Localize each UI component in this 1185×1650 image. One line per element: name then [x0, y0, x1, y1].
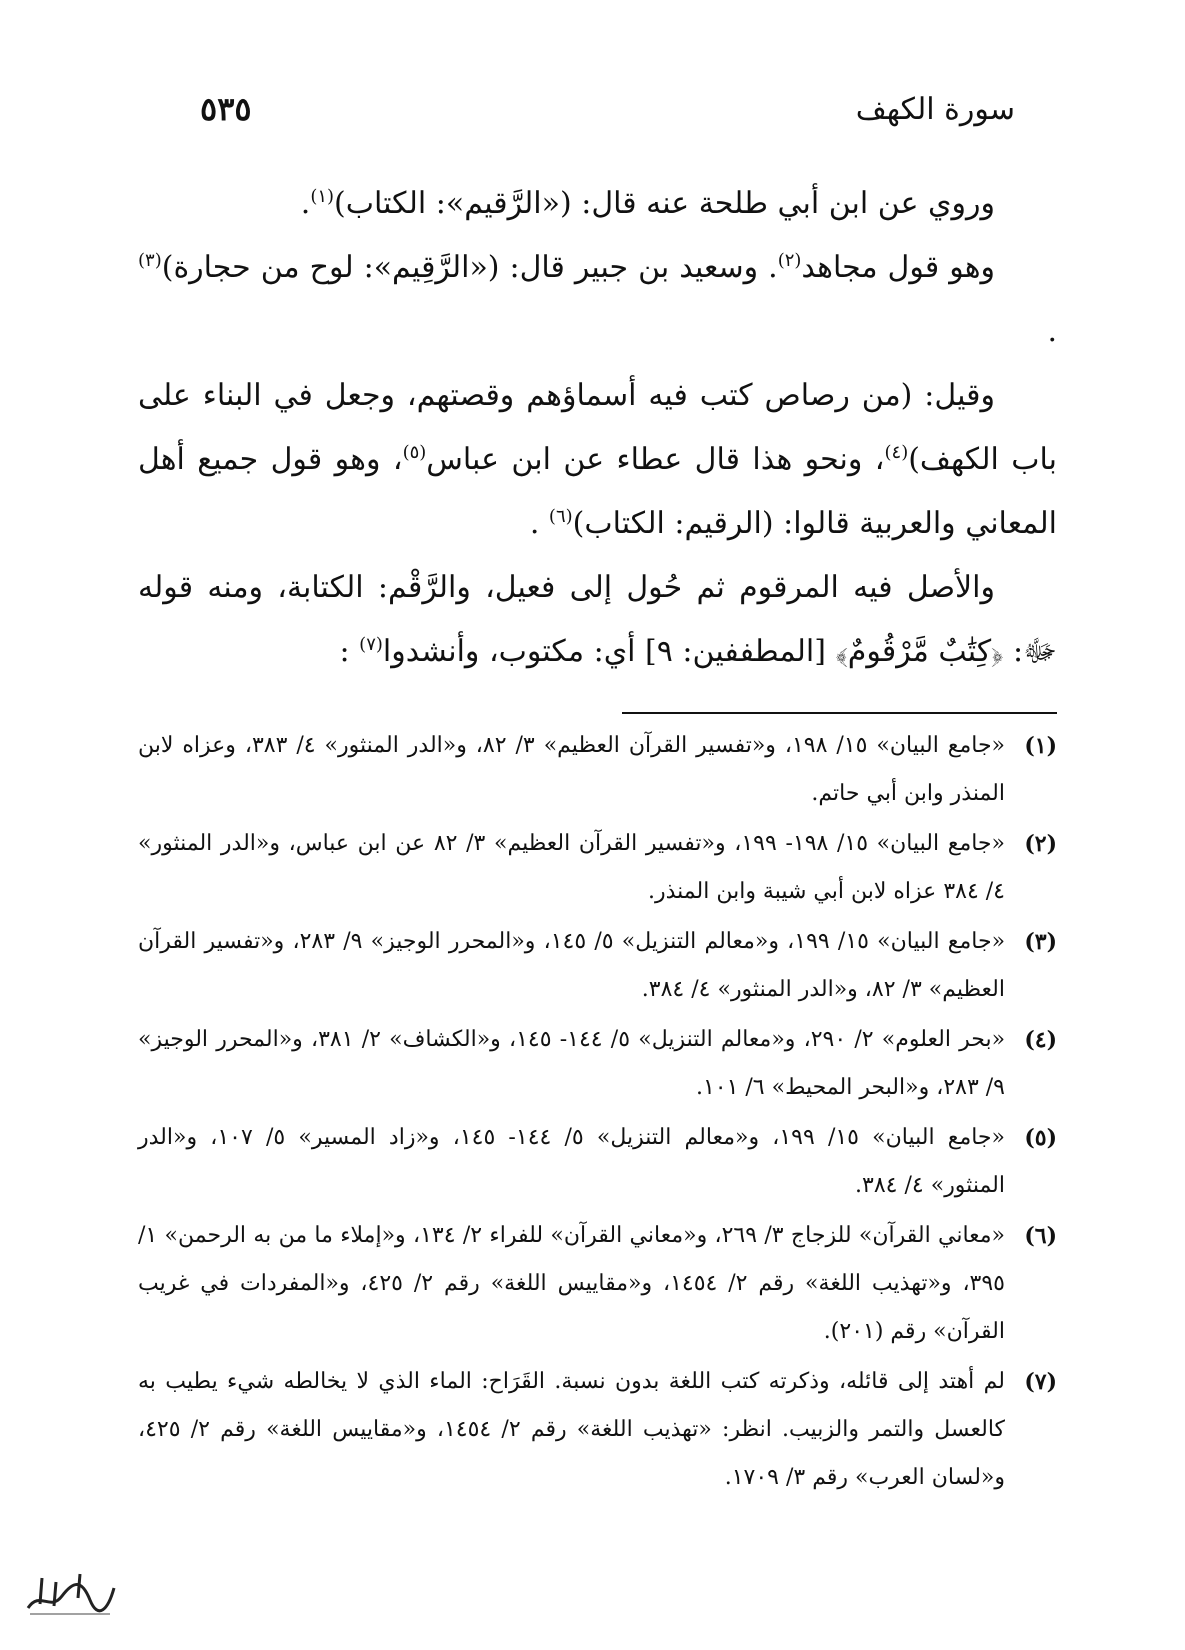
paragraph-3-end: . [529, 506, 549, 541]
footnote-ref-5: (٥) [402, 442, 427, 463]
footnote-text: لم أهتد إلى قائله، وذكرته كتب اللغة بدون نسبة. القَرَاح: الماء الذي لا يخالطه شيء يطيب به كالعسل والتمر والزبيب. انظر: «تهذيب اللغة» رقم ٢/ ١٤٥٤، و«مقاييس اللغة» رقم ٢/ ٤٢٥، و«لسان العرب» رقم ٣/ ١٧٠٩. [138, 1369, 1006, 1490]
running-head [200, 84, 1015, 134]
footnote-number: (١) [1024, 733, 1057, 759]
paragraph-4-end: : [339, 634, 360, 669]
footnote-number: (٧) [1024, 1369, 1057, 1395]
paragraph-3 [138, 364, 1057, 556]
paragraph-2-text-a: وهو قول مجاهد [801, 250, 995, 285]
paragraph-2 [138, 236, 1057, 364]
page-number: ٥٣٥ [200, 90, 252, 128]
paragraph-4 [138, 556, 1057, 684]
footnote-divider [622, 712, 1057, 714]
footnote-text: «جامع البيان» ١٥/ ١٩٩، و«معالم التنزيل» ٥/ ١٤٤- ١٤٥، و«زاد المسير» ٥/ ١٠٧، و«الدر المنثور» ٤/ ٣٨٤. [138, 1125, 1005, 1198]
footnote-number: (٦) [1024, 1223, 1057, 1249]
footnote [138, 918, 1057, 1014]
footnote-ref-7: (٧) [359, 634, 383, 655]
footnote [138, 722, 1057, 818]
footnote-number: (٤) [1024, 1027, 1057, 1053]
footnote-ref-2: (٢) [777, 250, 802, 271]
footnote-number: (٣) [1024, 929, 1057, 955]
footnote-text: «معاني القرآن» للزجاج ٣/ ٢٦٩، و«معاني القرآن» للفراء ٢/ ١٣٤، و«إملاء ما من به الرحمن» ١/ ٣٩٥، و«تهذيب اللغة» رقم ٢/ ١٤٥٤، و«مقاييس اللغة» رقم ٢/ ٤٢٥، و«المفردات في غريب القرآن» رقم (٢٠١). [138, 1223, 1006, 1344]
footnote [138, 1358, 1057, 1502]
footnote-number: (٢) [1024, 831, 1057, 857]
footnote-ref-6: (٦) [548, 506, 573, 527]
footnote [138, 1114, 1057, 1210]
footnote [138, 1016, 1057, 1112]
paragraph-1-text: وروي عن ابن أبي طلحة عنه قال: («الرَّقيم»: الكتاب) [334, 186, 995, 221]
footnote-text: «جامع البيان» ١٥/ ١٩٩، و«معالم التنزيل» ٥/ ١٤٥، و«المحرر الوجيز» ٩/ ٢٨٣، و«تفسير القرآن العظيم» ٣/ ٨٢، و«الدر المنثور» ٤/ ٣٨٤. [138, 929, 1006, 1002]
paragraph-2-text-b: . وسعيد بن جبير قال: («الرَّقِيم»: لوح من حجارة) [161, 250, 778, 285]
footnotes [138, 722, 1057, 1504]
paragraph-3-text-c: ، وهو قول جميع أهل المعاني والعربية قالوا: (الرقيم: الكتاب) [138, 442, 1057, 541]
footnote [138, 820, 1057, 916]
sura-title: سورة الكهف [855, 91, 1015, 127]
paragraph-4-text: والأصل فيه المرقوم ثم حُول إلى فعيل، والرَّقْم: الكتابة، ومنه قوله ﷻ: ﴿كِتَٰبٌ مَّرْقُومٌ﴾ [المطففين: ٩] أي: مكتوب، وأنشدوا [138, 570, 1057, 669]
paragraph-1-end: . [300, 186, 311, 221]
footnote-text: «جامع البيان» ١٥/ ١٩٨- ١٩٩، و«تفسير القرآن العظيم» ٣/ ٨٢ عن ابن عباس، و«الدر المنثور» ٤/ ٣٨٤ عزاه لابن أبي شيبة وابن المنذر. [138, 831, 1005, 904]
paragraph-3-text-a: وقيل: (من رصاص كتب فيه أسماؤهم وقصتهم، وجعل في البناء على باب الكهف) [138, 378, 1057, 477]
paragraph-3-text-b: ، ونحو هذا قال عطاء عن ابن عباس [426, 442, 885, 477]
footnote-text: «جامع البيان» ١٥/ ١٩٨، و«تفسير القرآن العظيم» ٣/ ٨٢، و«الدر المنثور» ٤/ ٣٨٣، وعزاه لابن المنذر وابن أبي حاتم. [138, 733, 1006, 806]
footnote-number: (٥) [1024, 1125, 1057, 1151]
main-text [138, 172, 1057, 684]
footnote-ref-1: (١) [310, 186, 335, 207]
footnote [138, 1212, 1057, 1356]
footnote-ref-4: (٤) [884, 442, 909, 463]
calligraphy-logo-icon [20, 1560, 120, 1620]
footnote-text: «بحر العلوم» ٢/ ٢٩٠، و«معالم التنزيل» ٥/ ١٤٤- ١٤٥، و«الكشاف» ٢/ ٣٨١، و«المحرر الوجيز» ٩/ ٢٨٣، و«البحر المحيط» ٦/ ١٠١. [138, 1027, 1006, 1100]
footnote-ref-3: (٣) [138, 250, 162, 271]
paragraph-1 [138, 172, 1057, 236]
paragraph-2-end: . [1047, 314, 1057, 349]
